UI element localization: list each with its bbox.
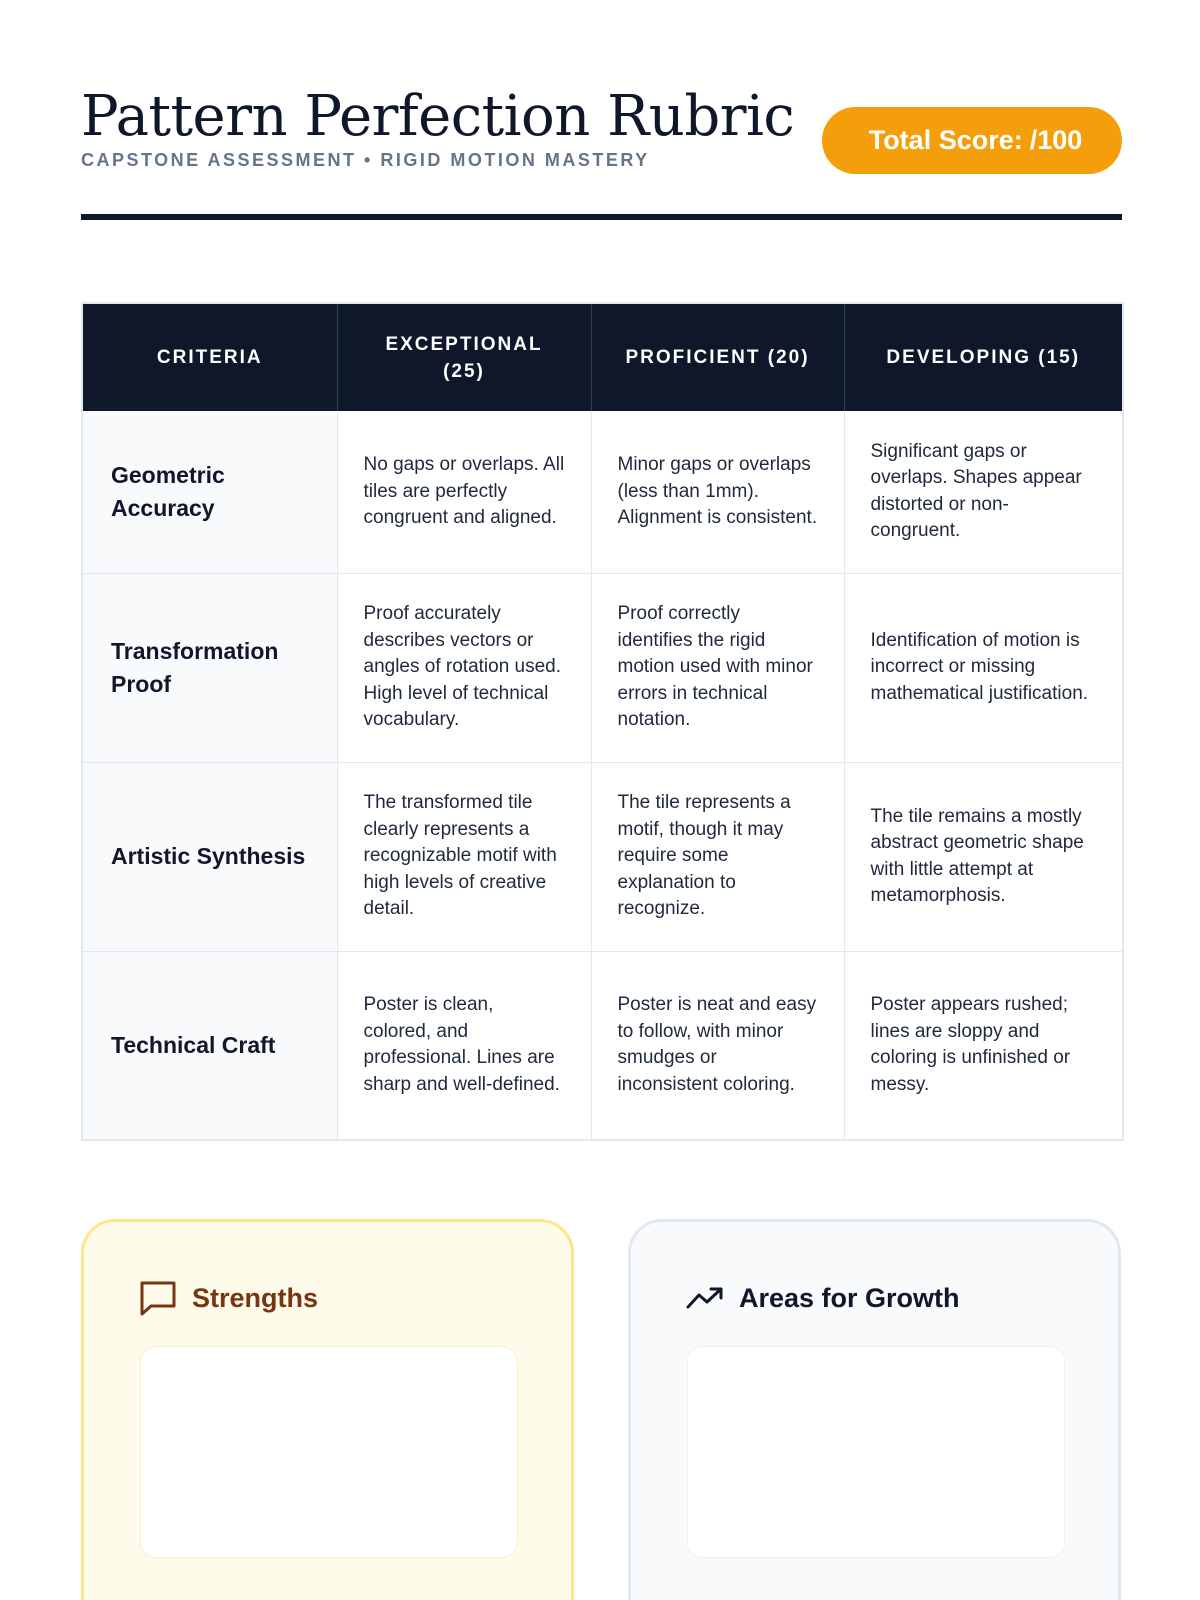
exceptional-cell: Proof accurately describes vectors or angles of rotation used. High level of technical vocabulary. — [337, 573, 591, 762]
criterion-cell: Transformation Proof — [82, 573, 337, 762]
proficient-cell: The tile represents a motif, though it may require some explanation to recognize. — [591, 762, 844, 951]
score-value: /100 — [1029, 125, 1083, 155]
growth-card — [628, 1219, 1121, 1600]
column-header-exceptional: EXCEPTIONAL (25) — [337, 303, 591, 411]
table-header-row — [82, 303, 1123, 411]
proficient-cell: Minor gaps or overlaps (less than 1mm). Alignment is consistent. — [591, 411, 844, 573]
strengths-title: Strengths — [192, 1282, 319, 1313]
header-divider — [81, 214, 1122, 220]
total-score-badge — [822, 107, 1122, 174]
column-header-developing: DEVELOPING (15) — [844, 303, 1123, 411]
rubric-table — [81, 302, 1124, 1141]
exceptional-cell: No gaps or overlaps. All tiles are perfectly congruent and aligned. — [337, 411, 591, 573]
exceptional-cell: Poster is clean, colored, and professional. Lines are sharp and well-defined. — [337, 951, 591, 1140]
proficient-cell: Poster is neat and easy to follow, with minor smudges or inconsistent coloring. — [591, 951, 844, 1140]
growth-input[interactable] — [687, 1346, 1065, 1558]
developing-cell: Significant gaps or overlaps. Shapes appear distorted or non-congruent. — [844, 411, 1123, 573]
page-header — [81, 80, 1122, 220]
developing-cell: The tile remains a mostly abstract geometric shape with little attempt at metamorphosis. — [844, 762, 1123, 951]
growth-title: Areas for Growth — [739, 1282, 960, 1313]
table-row — [82, 951, 1123, 1140]
strengths-card — [81, 1219, 574, 1600]
criterion-cell: Geometric Accuracy — [82, 411, 337, 573]
strengths-heading — [139, 1278, 318, 1318]
column-header-criteria: CRITERIA — [82, 303, 337, 411]
criterion-cell: Technical Craft — [82, 951, 337, 1140]
table-row — [82, 762, 1123, 951]
page-title: Pattern Perfection Rubric — [81, 84, 795, 149]
developing-cell: Poster appears rushed; lines are sloppy and coloring is unfinished or messy. — [844, 951, 1123, 1140]
table-row — [82, 411, 1123, 573]
score-label: Total Score: — [868, 125, 1023, 155]
trending-up-icon — [686, 1283, 724, 1313]
criterion-cell: Artistic Synthesis — [82, 762, 337, 951]
strengths-input[interactable] — [140, 1346, 518, 1558]
developing-cell: Identification of motion is incorrect or missing mathematical justification. — [844, 573, 1123, 762]
exceptional-cell: The transformed tile clearly represents a recognizable motif with high levels of creative detail. — [337, 762, 591, 951]
proficient-cell: Proof correctly identifies the rigid motion used with minor errors in technical notation. — [591, 573, 844, 762]
page-subtitle: CAPSTONE ASSESSMENT • RIGID MOTION MASTERY — [81, 150, 650, 170]
message-square-icon — [139, 1280, 177, 1316]
column-header-proficient: PROFICIENT (20) — [591, 303, 844, 411]
table-row — [82, 573, 1123, 762]
growth-heading — [686, 1278, 960, 1318]
